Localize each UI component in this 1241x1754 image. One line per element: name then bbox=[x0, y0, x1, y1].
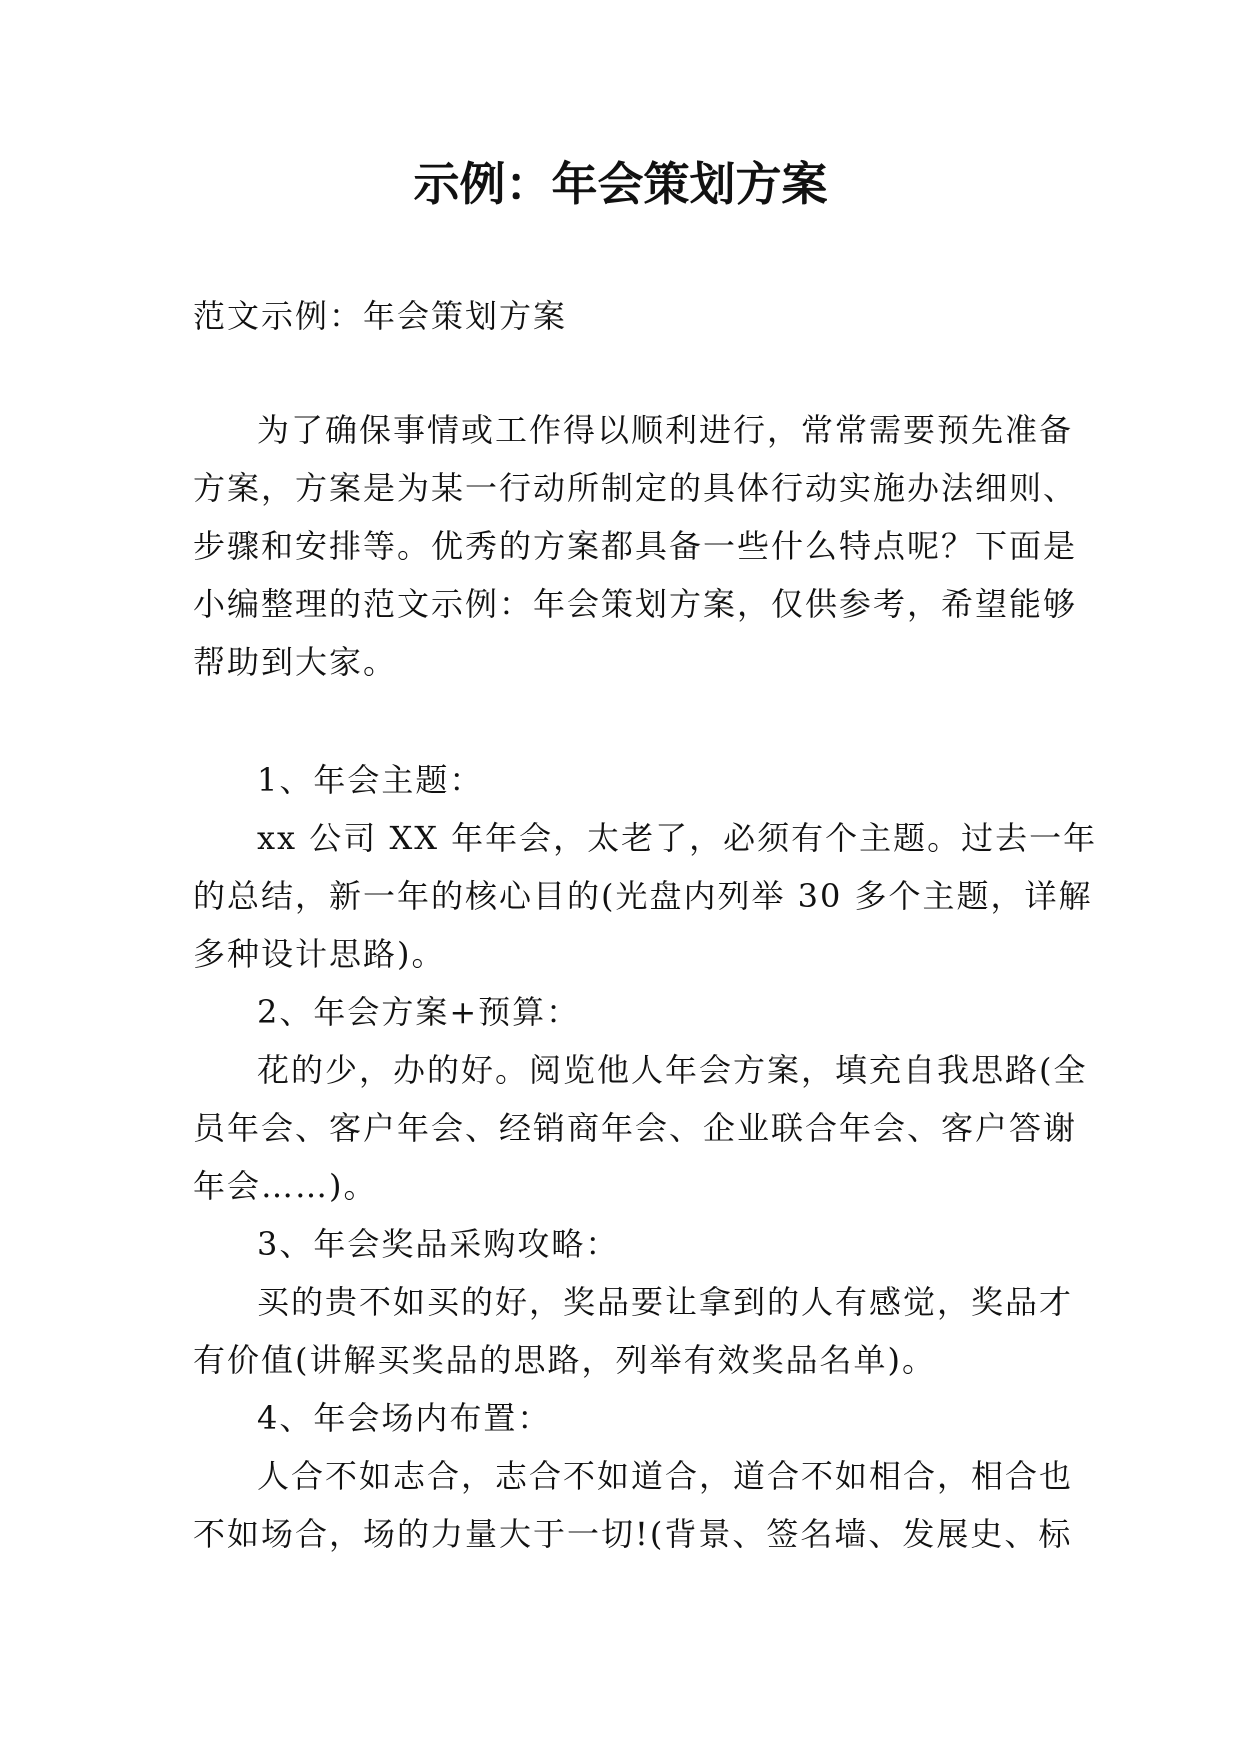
paragraph-line: 年会……)。 bbox=[193, 1167, 378, 1205]
paragraph-line: 步骤和安排等。优秀的方案都具备一些什么特点呢？下面是 bbox=[193, 527, 1078, 565]
document-title: 示例：年会策划方案 bbox=[413, 157, 828, 211]
document-subtitle: 范文示例：年会策划方案 bbox=[193, 297, 568, 335]
section-heading: 2、年会方案+预算： bbox=[257, 993, 581, 1031]
paragraph-line: 花的少，办的好。阅览他人年会方案，填充自我思路(全 bbox=[257, 1051, 1088, 1089]
section-heading: 4、年会场内布置： bbox=[257, 1399, 552, 1437]
paragraph-line: 为了确保事情或工作得以顺利进行，常常需要预先准备 bbox=[257, 411, 1074, 449]
paragraph-line: 不如场合，场的力量大于一切!(背景、签名墙、发展史、标 bbox=[193, 1515, 1073, 1553]
paragraph-line: 员年会、客户年会、经销商年会、企业联合年会、客户答谢 bbox=[193, 1109, 1078, 1147]
section-heading: 3、年会奖品采购攻略： bbox=[257, 1225, 620, 1263]
paragraph-line: 人合不如志合，志合不如道合，道合不如相合，相合也 bbox=[257, 1457, 1074, 1495]
paragraph-line: 买的贵不如买的好，奖品要让拿到的人有感觉，奖品才 bbox=[257, 1283, 1074, 1321]
paragraph-line: 小编整理的范文示例：年会策划方案，仅供参考，希望能够 bbox=[193, 585, 1078, 623]
paragraph-line: xx 公司 XX 年年会，太老了，必须有个主题。过去一年 bbox=[257, 819, 1098, 857]
paragraph-line: 帮助到大家。 bbox=[193, 643, 398, 681]
paragraph-line: 的总结，新一年的核心目的(光盘内列举 30 多个主题，详解 bbox=[193, 877, 1093, 915]
paragraph-line: 方案，方案是为某一行动所制定的具体行动实施办法细则、 bbox=[193, 469, 1078, 507]
paragraph-line: 多种设计思路)。 bbox=[193, 935, 446, 973]
section-heading: 1、年会主题： bbox=[257, 761, 484, 799]
paragraph-line: 有价值(讲解买奖品的思路，列举有效奖品名单)。 bbox=[193, 1341, 936, 1379]
